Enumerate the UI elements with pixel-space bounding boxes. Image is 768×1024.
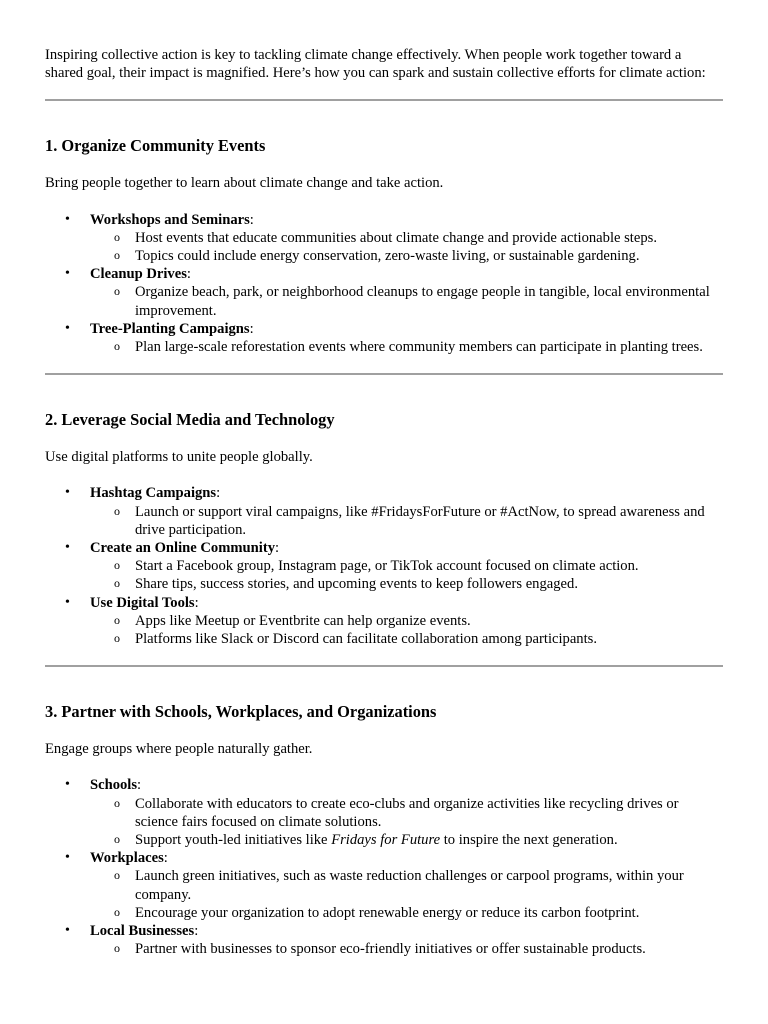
emphasis-text: Fridays for Future — [331, 832, 441, 849]
item-label: Schools — [90, 777, 138, 794]
list-item: • Create an Online Community: o Start a Facebook group, Instagram page, or TikTok account focused on climate action. o Share tips, success stories, and upcoming events to keep followers engaged. — [45, 539, 723, 594]
bullet-list — [45, 484, 723, 648]
section-divider — [45, 99, 723, 101]
sub-list-item: o Apps like Meetup or Eventbrite can help organize events. — [90, 612, 723, 630]
sub-list-item: o Start a Facebook group, Instagram page, or TikTok account focused on climate action. — [90, 557, 723, 575]
section-lead-paragraph: Engage groups where people naturally gather. — [45, 741, 313, 758]
sub-list-item: o Share tips, success stories, and upcoming events to keep followers engaged. — [90, 575, 723, 593]
item-label: Cleanup Drives — [90, 266, 187, 283]
section-heading: 2. Leverage Social Media and Technology — [45, 410, 335, 430]
bullet-list — [45, 211, 723, 357]
sub-list — [90, 557, 723, 593]
sub-list-item: o Launch green initiatives, such as waste reduction challenges or carpool programs, within your company. — [90, 867, 723, 903]
intro-paragraph: Inspiring collective action is key to tackling climate change effectively. When people work together toward a shared goal, their impact is magnified. Here’s how you can spark and sustain collective efforts for climate action: — [45, 47, 706, 82]
item-label: Workplaces — [90, 850, 164, 867]
item-label: Workshops and Seminars — [90, 211, 250, 228]
section-heading: 3. Partner with Schools, Workplaces, and Organizations — [45, 702, 437, 722]
sub-list-item: o Host events that educate communities about climate change and provide actionable steps. — [90, 229, 723, 247]
sub-list — [90, 338, 723, 356]
list-item: • Cleanup Drives: o Organize beach, park, or neighborhood cleanups to engage people in tangible, local environmental improvement. — [45, 265, 723, 320]
sub-list-item: o Platforms like Slack or Discord can facilitate collaboration among participants. — [90, 630, 723, 648]
sub-text: Support youth-led initiatives like — [135, 832, 332, 849]
list-item: • Schools: o Collaborate with educators to create eco-clubs and organize activities like recycling drives or science fairs focused on climate solutions. o Support youth-led initiatives like Fridays for Future to inspire the next generation. — [45, 776, 723, 849]
item-label: Use Digital Tools — [90, 594, 195, 611]
sub-list-item: o Organize beach, park, or neighborhood cleanups to engage people in tangible, local environmental improvement. — [90, 283, 723, 319]
item-label: Local Businesses — [90, 923, 195, 940]
list-item: • Tree-Planting Campaigns: o Plan large-scale reforestation events where community members can participate in planting trees. — [45, 320, 723, 356]
sub-list — [90, 229, 723, 265]
sub-list-item: o Plan large-scale reforestation events where community members can participate in planting trees. — [90, 338, 723, 356]
sub-list-item: o Encourage your organization to adopt renewable energy or reduce its carbon footprint. — [90, 904, 723, 922]
sub-list-item: o Topics could include energy conservation, zero-waste living, or sustainable gardening. — [90, 247, 723, 265]
sub-list-item — [90, 831, 723, 849]
section-heading: 1. Organize Community Events — [45, 136, 266, 156]
section-lead-paragraph: Use digital platforms to unite people globally. — [45, 449, 313, 466]
bullet-list — [45, 776, 723, 958]
sections-container — [45, 136, 723, 958]
sub-list — [90, 940, 723, 958]
sub-list — [90, 503, 723, 539]
section-divider — [45, 665, 723, 667]
sub-list — [90, 867, 723, 922]
list-item: • Workshops and Seminars: o Host events that educate communities about climate change and provide actionable steps. o Topics could include energy conservation, zero-waste living, or sustainable gardening. — [45, 211, 723, 266]
list-item: • Hashtag Campaigns: o Launch or support viral campaigns, like #FridaysForFuture or #ActNow, to spread awareness and drive participation. — [45, 484, 723, 539]
sub-list — [90, 795, 723, 850]
section-divider — [45, 373, 723, 375]
sub-text: to inspire the next generation. — [440, 832, 618, 849]
item-label: Create an Online Community — [90, 540, 275, 557]
sub-list — [90, 283, 723, 319]
list-item: • Local Businesses: o Partner with businesses to sponsor eco-friendly initiatives or offer sustainable products. — [45, 922, 723, 958]
item-label: Hashtag Campaigns — [90, 485, 217, 502]
sub-list — [90, 612, 723, 648]
item-label: Tree-Planting Campaigns — [90, 320, 250, 337]
section-lead-paragraph: Bring people together to learn about climate change and take action. — [45, 175, 444, 192]
list-item: • Workplaces: o Launch green initiatives, such as waste reduction challenges or carpool programs, within your company. o Encourage your organization to adopt renewable energy or reduce its carbon footprint. — [45, 849, 723, 922]
sub-list-item: o Partner with businesses to sponsor eco-friendly initiatives or offer sustainable products. — [90, 940, 723, 958]
sub-list-item: o Collaborate with educators to create eco-clubs and organize activities like recycling drives or science fairs focused on climate solutions. — [90, 795, 723, 831]
list-item: • Use Digital Tools: o Apps like Meetup or Eventbrite can help organize events. o Platforms like Slack or Discord can facilitate collaboration among participants. — [45, 594, 723, 649]
sub-list-item: o Launch or support viral campaigns, like #FridaysForFuture or #ActNow, to spread awareness and drive participation. — [90, 503, 723, 539]
